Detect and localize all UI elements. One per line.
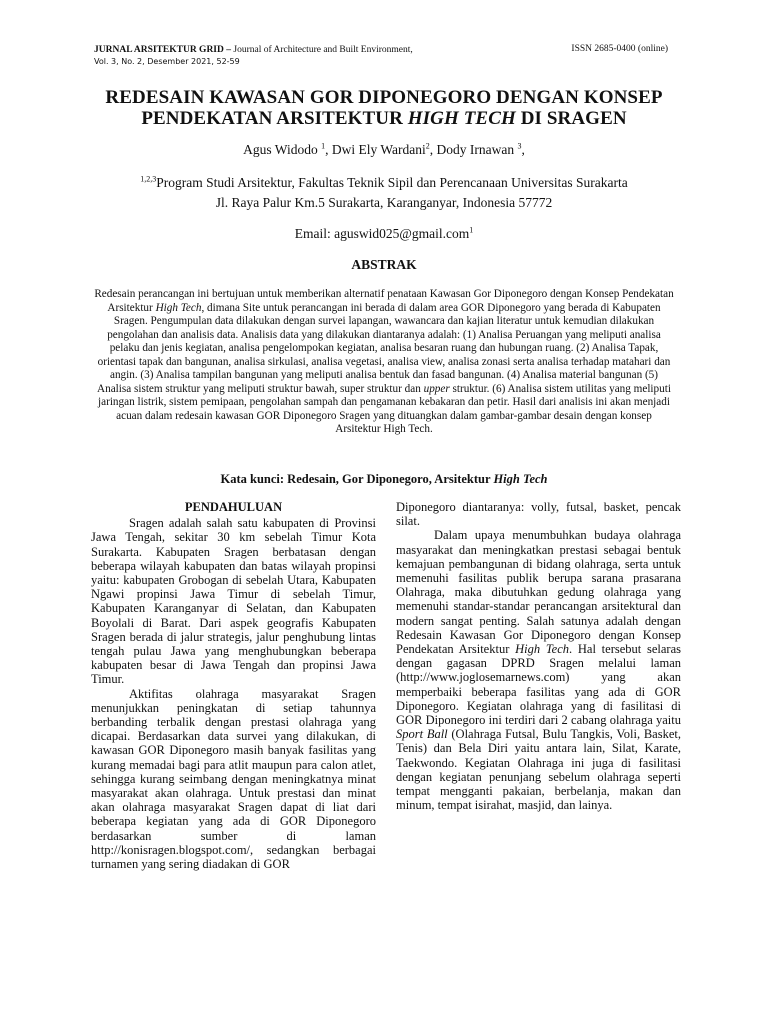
journal-name: JURNAL ARSITEKTUR GRID – (94, 45, 231, 55)
intro-p3-italic: High Tech (515, 642, 570, 657)
author-list (60, 142, 708, 158)
journal-subtitle: Journal of Architecture and Built Environment, (231, 45, 413, 55)
email-sup: 1 (469, 225, 474, 235)
email-text: Email: aguswid025@gmail.com (294, 226, 470, 241)
volume-info: Vol. 3, No. 2, Desember 2021, 52-59 (94, 57, 240, 66)
abstract-part-1: Redesain perancangan ini bertujuan untuk memberikan alternatif penataan Kawasan Gor Diponegoro dengan Konsep Pendekatan Arsitektur (94, 288, 674, 314)
intro-p3-part-a: Dalam upaya menumbuhkan budaya olahraga masyarakat dan meningkatkan prestasi sebagai bentuk kemajuan pembangunan di bidang olahraga, serta untuk memenuhi fasilitas publik berupa sarana prasarana Olahraga, maka dibutuhkan gedung olahraga yang memenuhi standar-standar perancangan arsitektural dan modern sangat penting. Salah satunya adalah dengan Redesain Kawasan Gor Diponegoro dengan Konsep Pendekatan Arsitektur (396, 528, 681, 657)
intro-paragraph-2-cont: Diponegoro diantaranya: volly, futsal, basket, pencak silat. (396, 500, 681, 529)
title-line-2-italic: HIGH TECH (407, 108, 516, 129)
intro-paragraph-2: Aktifitas olahraga masyarakat Sragen menunjukkan peningkatan di setiap tahunnya berbanding terbalik dengan prestasi olahraga yang dicapai. Berdasarkan data survei yang dilakukan, di kawasan GOR Diponegoro masih banyak fasilitas yang kurang memadai bagi para atlit maupun para calon atlet, sehingga kurang seimbang dengan meningkatnya minat masyarakat akan olahraga. Untuk prestasi dan minat akan olahraga masyarakat Sragen dapat di liat dari beberapa kegiatan yang ada di GOR Diponegoro berdasarkan sumber di laman http://konisragen.blogspot.com/, sedangkan berbagai turnamen yang sering diadakan di GOR (91, 686, 376, 872)
journal-header (94, 44, 413, 68)
paper-title (60, 87, 708, 129)
author-1: Agus Widodo (243, 142, 322, 157)
keywords (60, 472, 708, 487)
title-line-2-a: PENDEKATAN ARSITEKTUR (141, 108, 408, 129)
title-line-1: REDESAIN KAWASAN GOR DIPONEGORO DENGAN KONSEP (105, 87, 663, 108)
right-column (396, 500, 681, 812)
keywords-italic: High Tech (493, 472, 548, 486)
affiliation-line-1: Program Studi Arsitektur, Fakultas Teknik Sipil dan Perencanaan Universitas Surakarta (156, 175, 628, 190)
abstract-part-2: , dimana Site untuk perancangan ini berada di dalam area GOR Diponegoro yang berada di Kabupaten Sragen. Pengumpulan data dilakukan dengan survei lapangan, wawancara dan kajian literatur untuk kemudian dilakukan pengolahan dan analisis data. Analisis data yang dilakukan diantaranya adalah: (1) Analisa Peruangan yang meliputi analisa pelaku dan jenis kegiatan, analisa pengelompokan kegiatan, analisa besaran ruang dan hubungan ruang. (2) Analisa Tapak, orientasi tapak dan bangunan, analisa sirkulasi, analisa vegetasi, analisa view, analisa zonasi serta analisa terhadap matahari dan angin. (3) Analisa tampilan bangunan yang meliputi analisa bentuk dan fasad bangunan. (4) Analisa material bangunan (5) Analisa sistem struktur yang meliputi struktur bawah, super struktur dan (97, 301, 671, 395)
intro-paragraph-1: Sragen adalah salah satu kabupaten di Provinsi Jawa Tengah, sekitar 30 km sebelah Timur Kota Surakarta. Kabupaten Sragen berbatasan dengan beberapa wilayah kabupaten dan batas wilayah propinsi yaitu: kabupaten Grobogan di sebelah Utara, Kabupaten Ngawi propinsi Jawa Timur di sebelah Timur, Kabupaten Karanganyar di Selatan, dan Kabupaten Boyolali di Barat. Dari aspek geografis Kabupaten Sragen berada di jalur strategis, jalur penghubung lintas tengah pulau Jawa yang menghubungkan beberapa kabupaten besar di Jawa Tengah dan propinsi Jawa Timur. (91, 516, 376, 687)
intro-p3-part-b: . Hal tersebut selaras dengan gagasan DPRD Sragen melalui laman (http://www.joglosemarnews.com) yang akan memperbaiki beberapa fasilitas yang ada di GOR Diponegoro. Kegiatan olahraga yang di fasilitasi di GOR Diponegoro ini terdiri dari 2 cabang olahraga yaitu (396, 642, 681, 728)
author-1-sup: 1 (321, 141, 326, 151)
author-3-sup: 3 (517, 141, 522, 151)
author-email (60, 226, 708, 242)
title-line-2-c: DI SRAGEN (515, 108, 627, 129)
section-heading: PENDAHULUAN (184, 500, 283, 514)
issn: ISSN 2685-0400 (online) (571, 44, 668, 54)
keywords-text: Kata kunci: Redesain, Gor Diponegoro, Arsitektur (220, 472, 494, 486)
abstract-heading: ABSTRAK (351, 257, 417, 272)
abstract-italic-1: High Tech (155, 301, 202, 314)
intro-paragraph-3 (396, 528, 681, 812)
intro-p3-part-c: (Olahraga Futsal, Bulu Tangkis, Voli, Basket, Tenis) dan Bela Diri yaitu antara lain, Silat, Karate, Taekwondo. Kegiatan Olahraga ini juga di fasilitasi dengan kegiatan penunjang sebelum olahraga seperti tempat mengganti pakaian, berbelanja, makan dan minum, tempat isirahat, masjid, dan lainya. (396, 727, 681, 813)
author-2-sup: 2 (425, 141, 430, 151)
abstract-body (94, 288, 674, 437)
affiliation (60, 173, 708, 213)
abstract-italic-2: upper (423, 382, 450, 395)
affiliation-sup: 1,2,3 (140, 174, 157, 184)
abstract-part-3: struktur. (6) Analisa sistem utilitas yang meliputi jaringan listrik, sistem pemipaan, pengolahan sampah dan pengamanan kebakaran dan petir. Hasil dari analisis ini akan menjadi acuan dalam redesain kawasan GOR Diponegoro Sragen yang dituangkan dalam gambar-gambar desain dengan konsep Arsitektur High Tech. (98, 382, 671, 436)
author-list-end: , (521, 142, 525, 157)
author-2: , Dwi Ely Wardani (325, 142, 426, 157)
intro-p3-italic-2: Sport Ball (396, 727, 448, 742)
affiliation-line-2: Jl. Raya Palur Km.5 Surakarta, Karanganyar, Indonesia 57772 (215, 195, 553, 210)
title-line-2 (60, 108, 708, 129)
left-column (91, 500, 376, 871)
author-3: , Dody Irnawan (429, 142, 518, 157)
